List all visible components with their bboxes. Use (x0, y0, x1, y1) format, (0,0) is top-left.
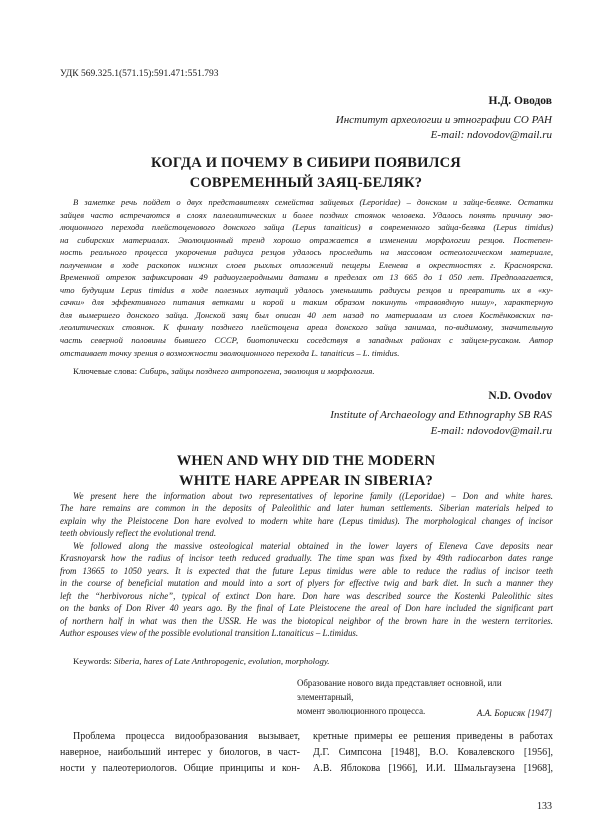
text-line: Временной отрезок зафиксирован 49 радиоуглеродными датами в пределах от 13 665 до 1 050 лет. Предполагается, (60, 272, 553, 283)
text-line: Krasnoyarsk how the radius of incisor teeth reduced gradually. The time span was fixed by 49th radiocarbon dates range (60, 553, 553, 564)
keywords-label: Ключевые слова: (73, 366, 138, 376)
text-line: Д.Г. Симпсона [1948], В.О. Ковалевского [1956], (313, 747, 553, 758)
institute-en: Institute of Archaeology and Ethnography SB RAS (330, 409, 552, 421)
author-en: N.D. Ovodov (488, 390, 552, 402)
email-en: E-mail: ndovodov@mail.ru (430, 425, 552, 437)
institute-ru: Институт археологии и этнографии СО РАН (335, 114, 552, 126)
text-line: сачки» для эффективного питания ветками и корой и таким образом покинуть «травоядную нишу», характерную (60, 297, 553, 308)
keywords-ru (73, 366, 375, 376)
text-line: А.В. Яблокова [1966], И.И. Шмальгаузена [1968], (313, 763, 553, 774)
author-ru: Н.Д. Оводов (488, 95, 552, 107)
keywords-en (73, 656, 329, 666)
text-line: ности у палеотериологов. Общие принципы и кон- (60, 763, 300, 774)
text-line: отстаивает точку зрения о возможности эволюционного перехода L. tanaiticus – L. timidus. (60, 347, 400, 358)
text-line: наверное, наибольший интерес у биологов, в част- (60, 747, 300, 758)
keywords-label: Keywords: (73, 656, 112, 666)
epigraph-signature: А.А. Борисяк [1947] (476, 708, 552, 718)
udc-code: УДК 569.325.1(571.15):591.471:551.793 (60, 69, 219, 79)
abstract-ru (60, 196, 553, 359)
text-line: Проблема процесса видообразования вызывает, (73, 731, 300, 742)
text-line: зайцев часто встречаются в слоях палеолитических и более поздних стоянок человека. Удалось понять причину эво- (60, 209, 553, 220)
page-number: 133 (537, 801, 552, 812)
text-line: часть северной половины бывшего СССР, биотопически соседствуя в западных районах с зайцем-русаком. Автор (60, 335, 553, 346)
text-line: We present here the information about two representatives of leporine family ((Leporidae) – Don and white hares. (73, 491, 553, 501)
text-line: Author espouses view of the possible evolutional transition L.tanaiticus – L.timidus. (60, 627, 359, 638)
title-en-line: WHEN AND WHY DID THE MODERN (176, 453, 436, 469)
title-ru-line: СОВРЕМЕННЫЙ ЗАЯЦ-БЕЛЯК? (189, 175, 423, 191)
text-line: для вымершего донского зайца. Донской заяц был описан 40 лет назад по материалам из слоев Костёнковских па- (60, 309, 553, 320)
text-line: of northern half in what was then the USSR. He was the biotopical neighbor of the brown hare in the western territories. (60, 615, 553, 626)
text-line: in the course of beneficial mutation and mould into a sort of plyers for effective twig and bark diet. In such a manner they (60, 578, 553, 589)
title-en (60, 451, 552, 491)
text-line: teeth obviously reflect the evolutional trend. (60, 528, 217, 539)
text-line: В заметке речь пойдет о двух представителях семейства зайцевых (Leporidae) – донском и зайце-беляке. Остатки (73, 197, 553, 207)
text-line: The hare remains are common in the deposits of Paleolithic and later human settlements. Siberian materials helped to (60, 503, 553, 514)
title-en-line: WHITE HARE APPEAR IN SIBERIA? (179, 473, 433, 489)
epigraph-line: момент эволюционного процесса. (297, 706, 426, 716)
text-line: We followed along the massive osteological material obtained in the lower layers of Eleneva Cave deposits near (73, 540, 553, 551)
text-line: кретные примеры ее решения приведены в работах (313, 731, 553, 742)
text-line: леолитических стоянок. К финалу позднего плейстоцена ареал донского зайца занимал, по-видимому, значительную (60, 322, 553, 333)
text-line: ность реального процесса укорочения радиуса резцов удалось проследить на массовом остеологическом материале, (60, 247, 553, 258)
text-line: left the “herbivorous niche”, typical of extinct Don hare. Don hare was described source the Kostenki Paleolithic sites (60, 590, 553, 601)
text-line: люционного перехода плейстоценового донского зайца (Lepus tanaiticus) в современного зайца-беляка (Lepus timidus) (60, 222, 553, 233)
abstract-en (60, 490, 553, 639)
email-ru: E-mail: ndovodov@mail.ru (430, 129, 552, 141)
text-line: explain why the Pleistocene Don hare evolved to modern white hare (Lepus timidus). The morphological changes of incisor (60, 515, 553, 526)
text-line: на сибирских материалах. Эволюционный тренд хорошо отражается в изменении морфологии резцов. Постепен- (60, 234, 553, 245)
text-line: from 13665 to 1050 years. It is expected that the future Lepus timidus were able to reduce the radius of incisor teeth (60, 565, 553, 576)
title-ru-line: КОГДА И ПОЧЕМУ В СИБИРИ ПОЯВИЛСЯ (151, 155, 461, 171)
text-line: что будущим Lepus timidus в ходе полезных мутаций удалось уменьшить радиусы резцов и превратить их в «ку- (60, 284, 553, 295)
body-column-left (60, 729, 300, 777)
text-line: on the banks of Don River 40 years ago. By the final of Late Pleistocene the areal of Don hare included the significant part (60, 603, 553, 614)
keywords-text: Siberia, hares of Late Anthropogenic, evolution, morphology. (113, 656, 330, 666)
text-line: полученном в ходе раскопок нижних слоев рыхлых отложений пещеры Еленева в окрестностях г. Красноярска. (60, 259, 553, 270)
title-ru (60, 153, 552, 193)
epigraph-line: Образование нового вида представляет основной, или элементарный, (297, 678, 502, 702)
body-column-right (313, 729, 553, 777)
keywords-text: Сибирь, зайцы позднего антропогена, эволюция и морфология. (139, 366, 375, 376)
